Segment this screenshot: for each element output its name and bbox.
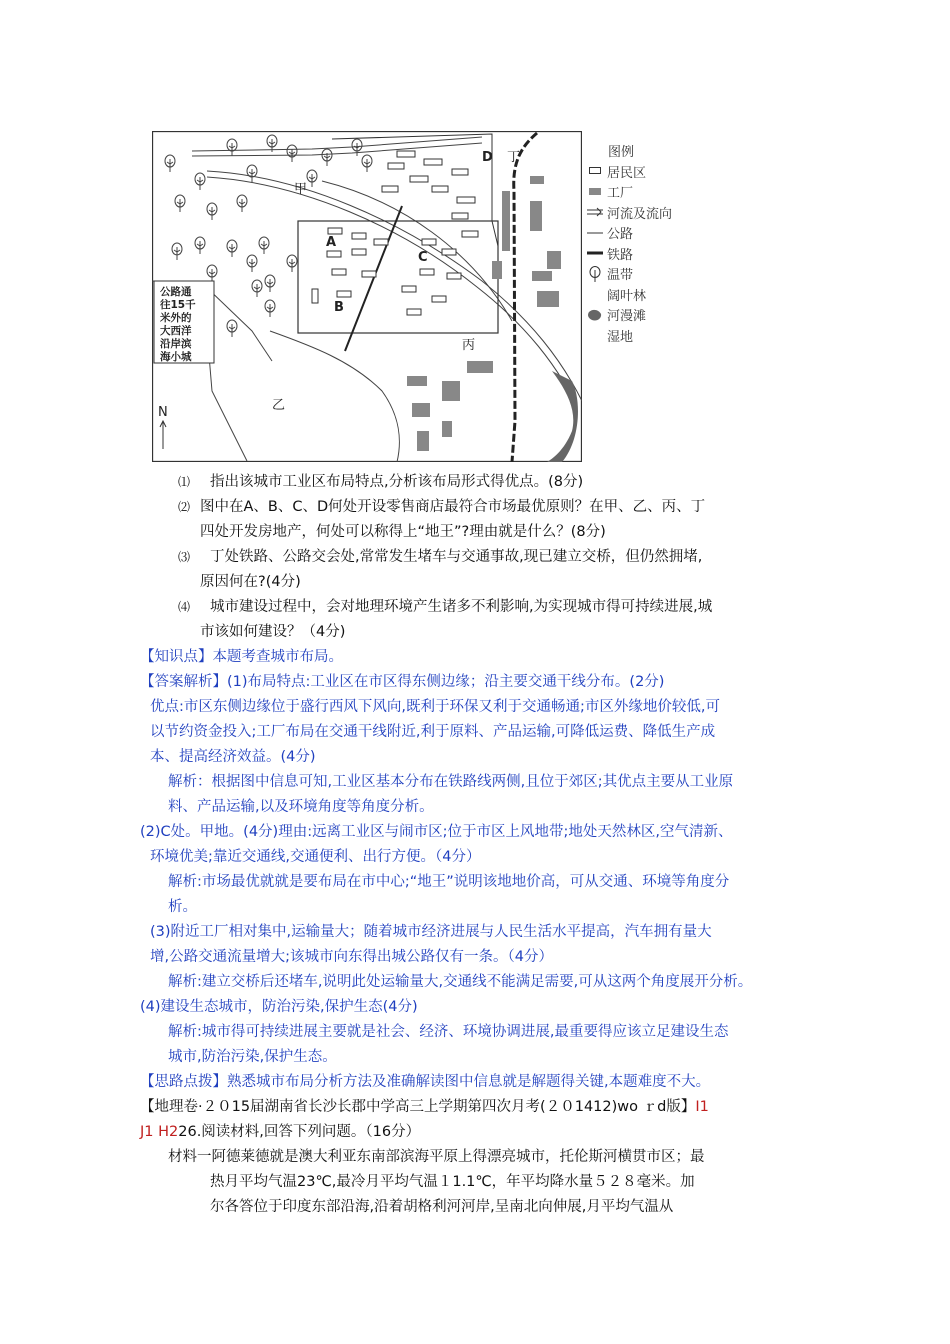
legend-item: 湿地 <box>607 329 634 345</box>
label-ding: 丁 <box>507 150 521 165</box>
question-1: ⑴ 指出该城市工业区布局特点,分析该布局形式得优点。(8分) <box>178 474 584 490</box>
floodplain-icon <box>586 308 604 322</box>
question-2: ⑵ 图中在A、B、C、D何处开设零售商店最符合市场最优原则？在甲、乙、丙、丁 四处开发房地产，何处可以称得上“地王”?理由就是什么？(8分) <box>178 499 706 540</box>
answer-2-explanation: 解析:市场最优就就是要布局在市中心;“地王”说明该地地价高，可从交通、环境等角度分 析。 <box>168 874 730 915</box>
question-3: ⑶ 丁处铁路、公路交会处,常常发生堵车与交通事故,现已建立交桥，但仍然拥堵, 原因何在?(4分) <box>178 549 703 590</box>
railway-icon <box>586 250 604 256</box>
legend-item: 河流及流向 <box>607 206 673 222</box>
material-one-cont: 热月平均气温23℃,最冷月平均气温１1.1℃，年平均降水量５２８毫米。加 尔各答位于印度东部沿海,沿着胡格利河河岸,呈南北向伸展,月平均气温从 <box>210 1174 695 1215</box>
legend-item: 铁路 <box>607 247 634 263</box>
legend-item: 阔叶林 <box>607 288 647 304</box>
factory-icon <box>586 188 604 196</box>
svg-text:米外的: 米外的 <box>160 312 192 324</box>
answer-2: (2)C处。甲地。(4分)理由:远离工业区与闹市区;位于市区上风地带;地处天然林区,空气清新、 环境优美;靠近交通线,交通便利、出行方便。（4分） <box>140 824 733 865</box>
answer-1: 【答案解析】(1)布局特点:工业区在市区得东侧边缘；沿主要交通干线分布。(2分) <box>140 674 665 690</box>
label-a: A <box>326 235 337 250</box>
legend-item: 河漫滩 <box>607 309 647 325</box>
answer-3-explanation: 解析:建立交桥后还堵车,说明此处运输量大,交通线不能满足需要,可从这两个角度展开分析。 <box>168 974 753 990</box>
river-flow-icon <box>586 207 604 217</box>
svg-text:公路通: 公路通 <box>160 286 192 298</box>
label-yi: 乙 <box>272 398 286 413</box>
map-legend <box>586 139 716 346</box>
label-c: C <box>418 250 428 265</box>
svg-text:往15千: 往15千 <box>160 299 196 311</box>
tree-icon <box>586 266 604 282</box>
answer-3: (3)附近工厂相对集中,运输量大；随着城市经济进展与人民生活水平提高，汽车拥有量大 增,公路交通流量增大;该城市向东得出城公路仅有一条。（4分） <box>150 924 712 965</box>
legend-item: 居民区 <box>607 165 647 181</box>
answer-1-advantages: 优点:市区东侧边缘位于盛行西风下风向,既利于环保又利于交通畅通;市区外缘地价较低,可 以节约资金投入;工厂布局在交通干线附近,利于原料、产品运输,可降低运费、降低生产成 本、提高经济效益。(4分) <box>150 699 720 765</box>
next-question-header: 【地理卷·２０15届湖南省长沙长郡中学高三上学期第四次月考(２０1412)wo ｒd版】I1 <box>140 1099 709 1115</box>
label-b: B <box>334 300 344 315</box>
answer-1-explanation: 解析：根据图中信息可知,工业区基本分布在铁路线两侧,且位于郊区;其优点主要从工业原 料、产品运输,以及环境角度等角度分析。 <box>168 774 734 815</box>
svg-text:沿岸滨: 沿岸滨 <box>160 338 192 350</box>
legend-item: 公路 <box>607 227 634 243</box>
answer-4: (4)建设生态城市，防治污染,保护生态(4分) <box>140 999 418 1015</box>
next-question-title: J1 H226.阅读材料,回答下列问题。（16分） <box>140 1124 421 1140</box>
city-layout-map <box>152 131 582 462</box>
knowledge-point: 【知识点】本题考查城市布局。 <box>140 649 343 665</box>
question-4: ⑷ 城市建设过程中，会对地理环境产生诸多不利影响,为实现城市得可持续进展,城 市该如何建设？（4分) <box>178 599 713 640</box>
answer-4-explanation: 解析:城市得可持续进展主要就是社会、经济、环境协调进展,最重要得应该立足建设生态 城市,防治污染,保护生态。 <box>168 1024 729 1065</box>
residential-icon <box>586 167 604 175</box>
label-north: N <box>158 405 168 420</box>
svg-text:大西洋: 大西洋 <box>160 325 192 337</box>
thinking-tips: 【思路点拨】熟悉城市布局分析方法及准确解读图中信息就是解题得关键,本题难度不大。 <box>140 1074 711 1090</box>
document-text <box>140 470 830 1220</box>
road-icon <box>586 230 604 236</box>
label-d: D <box>482 150 493 165</box>
label-bing: 丙 <box>462 338 476 353</box>
legend-item: 温带 <box>607 268 634 284</box>
material-one: 材料一阿德莱德就是澳大利亚东南部滨海平原上得漂亮城市，托伦斯河横贯市区；最 <box>168 1149 705 1165</box>
label-jia: 甲 <box>294 182 308 197</box>
svg-text:海小城: 海小城 <box>160 351 192 363</box>
legend-item: 工厂 <box>607 186 634 202</box>
legend-title: 图例 <box>608 144 635 160</box>
